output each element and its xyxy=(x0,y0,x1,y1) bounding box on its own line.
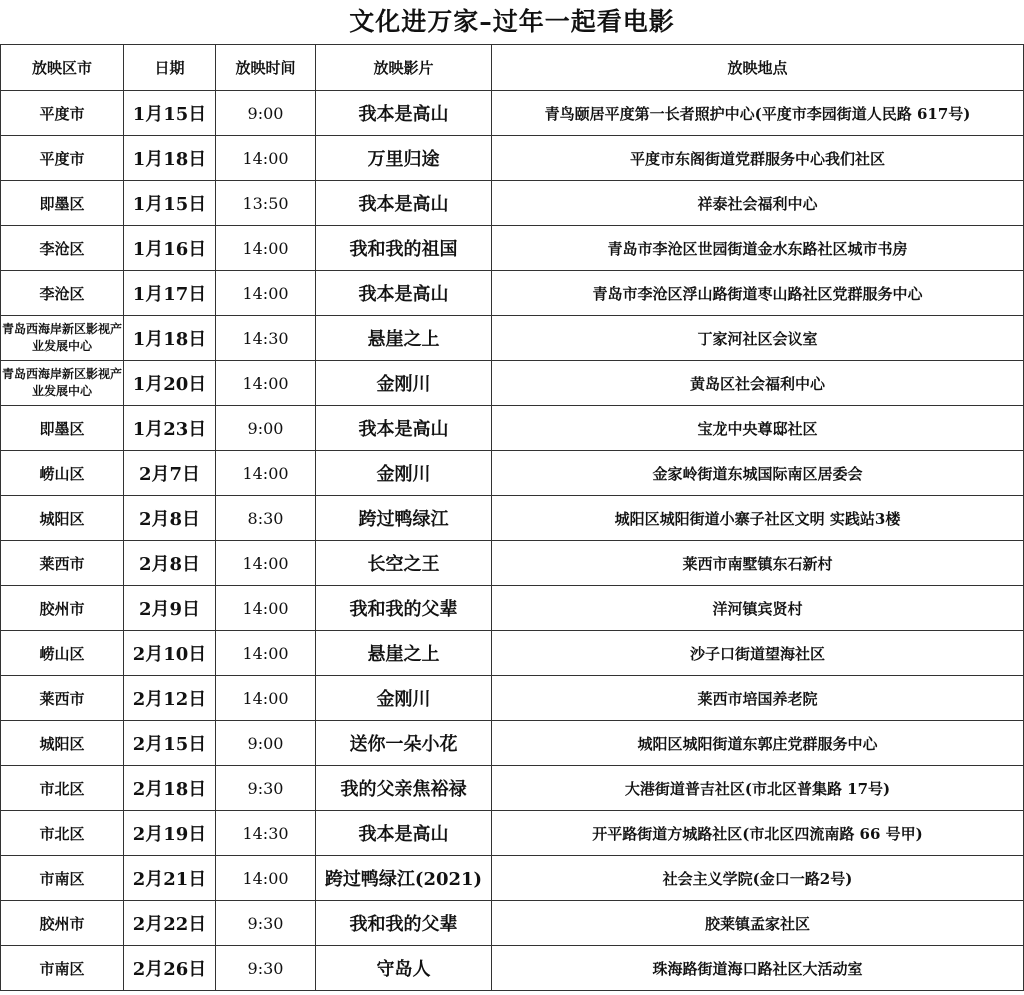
screening-table xyxy=(0,44,1024,991)
time-cell: 14:00 xyxy=(216,451,316,496)
table-row xyxy=(1,316,1024,361)
date-cell: 1月18日 xyxy=(124,136,216,181)
date-cell: 1月15日 xyxy=(124,181,216,226)
table-row xyxy=(1,676,1024,721)
date-cell: 1月18日 xyxy=(124,316,216,361)
column-header-district: 放映区市 xyxy=(1,45,124,91)
time-cell: 14:00 xyxy=(216,631,316,676)
time-cell: 14:00 xyxy=(216,856,316,901)
district-cell: 胶州市 xyxy=(1,586,124,631)
table-row xyxy=(1,136,1024,181)
venue-cell: 莱西市南墅镇东石新村 xyxy=(492,541,1024,586)
film-cell: 送你一朵小花 xyxy=(316,721,492,766)
time-cell: 14:30 xyxy=(216,316,316,361)
table-row xyxy=(1,361,1024,406)
time-cell: 9:00 xyxy=(216,406,316,451)
time-cell: 14:00 xyxy=(216,676,316,721)
film-cell: 悬崖之上 xyxy=(316,631,492,676)
table-row xyxy=(1,271,1024,316)
table-row xyxy=(1,541,1024,586)
venue-cell: 莱西市培国养老院 xyxy=(492,676,1024,721)
district-cell: 平度市 xyxy=(1,91,124,136)
district-cell: 市南区 xyxy=(1,856,124,901)
table-body xyxy=(1,91,1024,991)
venue-cell: 青鸟颐居平度第一长者照护中心(平度市李园街道人民路 617号) xyxy=(492,91,1024,136)
film-cell: 跨过鸭绿江(2021) xyxy=(316,856,492,901)
table-row xyxy=(1,586,1024,631)
table-row xyxy=(1,766,1024,811)
film-cell: 跨过鸭绿江 xyxy=(316,496,492,541)
film-cell: 我和我的父辈 xyxy=(316,586,492,631)
time-cell: 14:30 xyxy=(216,811,316,856)
district-cell: 胶州市 xyxy=(1,901,124,946)
time-cell: 14:00 xyxy=(216,361,316,406)
table-row xyxy=(1,91,1024,136)
film-cell: 金刚川 xyxy=(316,361,492,406)
district-cell: 崂山区 xyxy=(1,631,124,676)
time-cell: 9:30 xyxy=(216,946,316,991)
date-cell: 2月22日 xyxy=(124,901,216,946)
venue-cell: 平度市东阁街道党群服务中心我们社区 xyxy=(492,136,1024,181)
venue-cell: 青岛市李沧区浮山路街道枣山路社区党群服务中心 xyxy=(492,271,1024,316)
date-cell: 1月17日 xyxy=(124,271,216,316)
film-cell: 我本是高山 xyxy=(316,271,492,316)
date-cell: 1月16日 xyxy=(124,226,216,271)
date-cell: 2月8日 xyxy=(124,541,216,586)
district-cell: 李沧区 xyxy=(1,226,124,271)
table-row xyxy=(1,946,1024,991)
venue-cell: 城阳区城阳街道东郭庄党群服务中心 xyxy=(492,721,1024,766)
district-cell: 即墨区 xyxy=(1,181,124,226)
table-header-row xyxy=(1,45,1024,91)
time-cell: 13:50 xyxy=(216,181,316,226)
date-cell: 2月26日 xyxy=(124,946,216,991)
time-cell: 9:30 xyxy=(216,901,316,946)
film-cell: 我和我的祖国 xyxy=(316,226,492,271)
column-header-venue: 放映地点 xyxy=(492,45,1024,91)
time-cell: 14:00 xyxy=(216,271,316,316)
time-cell: 9:00 xyxy=(216,91,316,136)
date-cell: 2月7日 xyxy=(124,451,216,496)
district-cell: 市南区 xyxy=(1,946,124,991)
column-header-time: 放映时间 xyxy=(216,45,316,91)
film-cell: 万里归途 xyxy=(316,136,492,181)
date-cell: 2月18日 xyxy=(124,766,216,811)
table-row xyxy=(1,226,1024,271)
district-cell: 城阳区 xyxy=(1,496,124,541)
date-cell: 2月10日 xyxy=(124,631,216,676)
venue-cell: 胶莱镇孟家社区 xyxy=(492,901,1024,946)
venue-cell: 珠海路街道海口路社区大活动室 xyxy=(492,946,1024,991)
date-cell: 1月23日 xyxy=(124,406,216,451)
film-cell: 金刚川 xyxy=(316,676,492,721)
district-cell: 崂山区 xyxy=(1,451,124,496)
time-cell: 8:30 xyxy=(216,496,316,541)
district-cell: 青岛西海岸新区影视产业发展中心 xyxy=(1,361,124,406)
film-cell: 我的父亲焦裕禄 xyxy=(316,766,492,811)
table-row xyxy=(1,406,1024,451)
venue-cell: 城阳区城阳街道小寨子社区文明 实践站3楼 xyxy=(492,496,1024,541)
film-cell: 长空之王 xyxy=(316,541,492,586)
date-cell: 2月9日 xyxy=(124,586,216,631)
venue-cell: 大港街道普吉社区(市北区普集路 17号) xyxy=(492,766,1024,811)
film-cell: 我本是高山 xyxy=(316,181,492,226)
district-cell: 平度市 xyxy=(1,136,124,181)
table-row xyxy=(1,856,1024,901)
venue-cell: 开平路街道方城路社区(市北区四流南路 66 号甲) xyxy=(492,811,1024,856)
date-cell: 2月8日 xyxy=(124,496,216,541)
district-cell: 即墨区 xyxy=(1,406,124,451)
date-cell: 1月15日 xyxy=(124,91,216,136)
venue-cell: 青岛市李沧区世园街道金水东路社区城市书房 xyxy=(492,226,1024,271)
film-cell: 悬崖之上 xyxy=(316,316,492,361)
film-cell: 我本是高山 xyxy=(316,406,492,451)
district-cell: 莱西市 xyxy=(1,541,124,586)
venue-cell: 金家岭街道东城国际南区居委会 xyxy=(492,451,1024,496)
column-header-film: 放映影片 xyxy=(316,45,492,91)
table-row xyxy=(1,181,1024,226)
district-cell: 青岛西海岸新区影视产业发展中心 xyxy=(1,316,124,361)
district-cell: 市北区 xyxy=(1,811,124,856)
district-cell: 莱西市 xyxy=(1,676,124,721)
film-cell: 我本是高山 xyxy=(316,91,492,136)
time-cell: 14:00 xyxy=(216,586,316,631)
film-cell: 我本是高山 xyxy=(316,811,492,856)
venue-cell: 丁家河社区会议室 xyxy=(492,316,1024,361)
district-cell: 李沧区 xyxy=(1,271,124,316)
district-cell: 城阳区 xyxy=(1,721,124,766)
time-cell: 9:30 xyxy=(216,766,316,811)
date-cell: 2月19日 xyxy=(124,811,216,856)
table-row xyxy=(1,496,1024,541)
column-header-date: 日期 xyxy=(124,45,216,91)
film-cell: 金刚川 xyxy=(316,451,492,496)
venue-cell: 社会主义学院(金口一路2号) xyxy=(492,856,1024,901)
date-cell: 2月15日 xyxy=(124,721,216,766)
venue-cell: 宝龙中央尊邸社区 xyxy=(492,406,1024,451)
film-cell: 守岛人 xyxy=(316,946,492,991)
date-cell: 2月21日 xyxy=(124,856,216,901)
time-cell: 14:00 xyxy=(216,541,316,586)
time-cell: 14:00 xyxy=(216,226,316,271)
time-cell: 14:00 xyxy=(216,136,316,181)
table-row xyxy=(1,451,1024,496)
table-row xyxy=(1,811,1024,856)
date-cell: 2月12日 xyxy=(124,676,216,721)
table-row xyxy=(1,631,1024,676)
district-cell: 市北区 xyxy=(1,766,124,811)
venue-cell: 洋河镇宾贤村 xyxy=(492,586,1024,631)
film-cell: 我和我的父辈 xyxy=(316,901,492,946)
page-title: 文化进万家–过年一起看电影 xyxy=(349,7,675,36)
venue-cell: 沙子口街道望海社区 xyxy=(492,631,1024,676)
table-row xyxy=(1,721,1024,766)
time-cell: 9:00 xyxy=(216,721,316,766)
venue-cell: 黄岛区社会福利中心 xyxy=(492,361,1024,406)
table-row xyxy=(1,901,1024,946)
venue-cell: 祥泰社会福利中心 xyxy=(492,181,1024,226)
date-cell: 1月20日 xyxy=(124,361,216,406)
